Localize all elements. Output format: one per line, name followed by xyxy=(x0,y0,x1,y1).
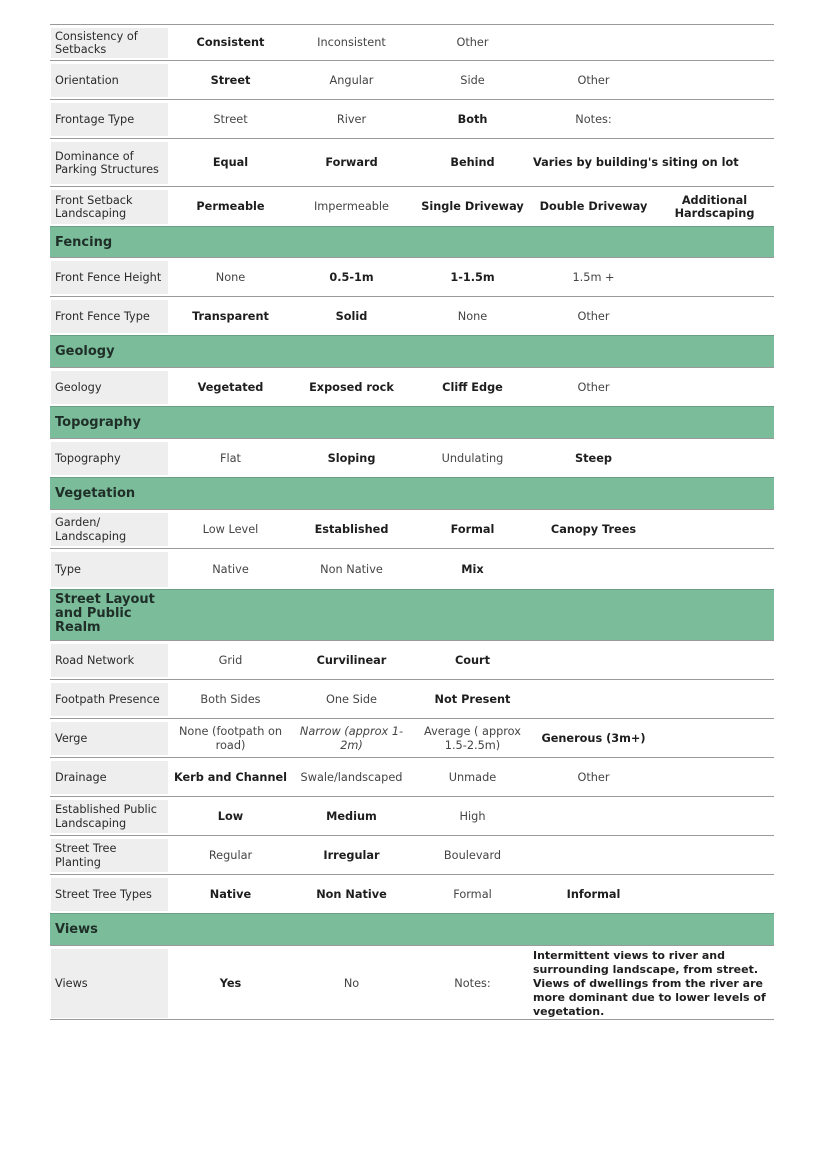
table-row xyxy=(50,296,774,335)
option-cell: Narrow (approx 1-2m) xyxy=(299,725,404,752)
option-cell: Unmade xyxy=(448,770,497,784)
option-cell: Canopy Trees xyxy=(550,522,637,536)
option-cell: Solid xyxy=(335,309,368,323)
option-cell: Other xyxy=(577,770,610,784)
table-row xyxy=(50,640,774,679)
notes-text: Intermittent views to river and surrounding landscape, from street. Views of dwellings from the river are more dominant due to lower levels of vegetation. xyxy=(533,948,766,1018)
option-cell: Curvilinear xyxy=(316,653,387,667)
row-label: Front Setback Landscaping xyxy=(51,190,168,224)
row-label: Dominance of Parking Structures xyxy=(51,142,168,184)
table-row xyxy=(50,99,774,138)
option-cell: Additional Hardscaping xyxy=(674,193,755,220)
option-cell: None (footpath on road) xyxy=(178,725,283,752)
section-header-topography: Topography xyxy=(50,406,774,438)
option-cell: Both xyxy=(457,112,488,126)
option-cell: Informal xyxy=(566,887,621,901)
table-row xyxy=(50,60,774,99)
row-label: Geology xyxy=(51,371,168,404)
option-cell: Permeable xyxy=(196,200,265,214)
table-row xyxy=(50,257,774,296)
table-row xyxy=(50,548,774,589)
option-cell: Single Driveway xyxy=(421,200,524,214)
option-cell: Notes: xyxy=(575,112,612,126)
option-cell: Cliff Edge xyxy=(442,380,503,394)
option-cell: River xyxy=(336,112,367,126)
option-cell: Irregular xyxy=(323,848,380,862)
option-cell: Undulating xyxy=(441,451,504,465)
option-cell: Behind xyxy=(450,156,495,170)
option-cell: Notes: xyxy=(454,976,491,990)
option-cell: Vegetated xyxy=(197,380,264,394)
option-cell: Non Native xyxy=(320,562,383,576)
table-row xyxy=(50,438,774,477)
section-header-street: Street Layout and Public Realm xyxy=(50,589,774,640)
option-cell: Angular xyxy=(329,73,374,87)
option-cell: 0.5-1m xyxy=(329,270,374,284)
row-label: Views xyxy=(51,949,168,1018)
option-cell: Double Driveway xyxy=(539,200,648,214)
option-cell: Varies by building's siting on lot xyxy=(533,156,739,170)
option-cell: Exposed rock xyxy=(309,380,394,394)
row-label: Type xyxy=(51,552,168,587)
option-cell: None xyxy=(215,270,246,284)
row-label: Orientation xyxy=(51,64,168,97)
option-cell: Swale/landscaped xyxy=(300,770,403,784)
table-row xyxy=(50,718,774,757)
option-cell: Native xyxy=(212,562,249,576)
option-cell: Established xyxy=(314,522,389,536)
option-cell: Medium xyxy=(326,809,377,823)
row-label: Road Network xyxy=(51,644,168,677)
row-label: Street Tree Types xyxy=(51,878,168,911)
option-cell: Native xyxy=(209,887,252,901)
option-cell: Side xyxy=(460,73,485,87)
option-cell: One Side xyxy=(325,692,378,706)
table-row xyxy=(50,186,774,226)
option-cell: Equal xyxy=(212,156,249,170)
option-cell: Grid xyxy=(218,653,243,667)
option-cell: Forward xyxy=(325,156,378,170)
option-cell: Inconsistent xyxy=(317,36,386,50)
section-header-vegetation: Vegetation xyxy=(50,477,774,509)
option-cell: Kerb and Channel xyxy=(173,770,288,784)
option-cell: Average ( approx 1.5-2.5m) xyxy=(424,725,521,752)
option-cell: Non Native xyxy=(316,887,387,901)
option-cell: Other xyxy=(577,73,610,87)
row-label: Footpath Presence xyxy=(51,683,168,716)
table-row xyxy=(50,874,774,913)
criteria-table xyxy=(50,24,774,1020)
option-cell: Formal xyxy=(450,522,495,536)
option-cell: Flat xyxy=(220,451,241,465)
option-cell: Yes xyxy=(219,976,242,990)
row-label: Drainage xyxy=(51,761,168,794)
option-cell: Formal xyxy=(453,887,492,901)
option-cell: Impermeable xyxy=(313,200,390,214)
option-cell: Mix xyxy=(461,562,484,576)
option-cell: Street xyxy=(210,73,251,87)
option-cell: Boulevard xyxy=(443,848,502,862)
option-cell: 1.5m + xyxy=(572,270,615,284)
table-row xyxy=(50,945,774,1020)
option-cell: Transparent xyxy=(192,309,269,323)
table-row xyxy=(50,138,774,186)
row-label: Topography xyxy=(51,442,168,475)
row-label: Street Tree Planting xyxy=(51,839,168,872)
row-label: Established Public Landscaping xyxy=(51,800,168,833)
option-cell: Low Level xyxy=(202,522,259,536)
table-row xyxy=(50,835,774,874)
section-header-views: Views xyxy=(50,913,774,945)
option-cell: No xyxy=(343,976,360,990)
table-row xyxy=(50,509,774,548)
option-cell: Other xyxy=(577,380,610,394)
row-label: Garden/ Landscaping xyxy=(51,513,168,546)
option-cell: Not Present xyxy=(434,692,511,706)
table-row xyxy=(50,796,774,835)
option-cell: Both Sides xyxy=(200,692,261,706)
table-row xyxy=(50,367,774,406)
row-label: Verge xyxy=(51,722,168,755)
option-cell: Court xyxy=(454,653,491,667)
row-label: Front Fence Type xyxy=(51,300,168,333)
option-cell: 1-1.5m xyxy=(450,270,495,284)
option-cell: High xyxy=(459,809,486,823)
row-label: Consistency of Setbacks xyxy=(51,28,168,58)
row-label: Front Fence Height xyxy=(51,261,168,294)
table-row xyxy=(50,24,774,60)
table-row xyxy=(50,679,774,718)
option-cell: Other xyxy=(456,36,489,50)
option-cell: Steep xyxy=(575,451,612,465)
table-row xyxy=(50,757,774,796)
option-cell: Street xyxy=(213,112,248,126)
row-label: Frontage Type xyxy=(51,103,168,136)
option-cell: Regular xyxy=(208,848,253,862)
option-cell: Sloping xyxy=(327,451,376,465)
option-cell: None xyxy=(457,309,488,323)
option-cell: Other xyxy=(577,309,610,323)
section-header-geology: Geology xyxy=(50,335,774,367)
option-cell: Low xyxy=(217,809,244,823)
section-header-fencing: Fencing xyxy=(50,226,774,257)
option-cell: Consistent xyxy=(196,36,265,50)
option-cell: Generous (3m+) xyxy=(541,731,646,745)
